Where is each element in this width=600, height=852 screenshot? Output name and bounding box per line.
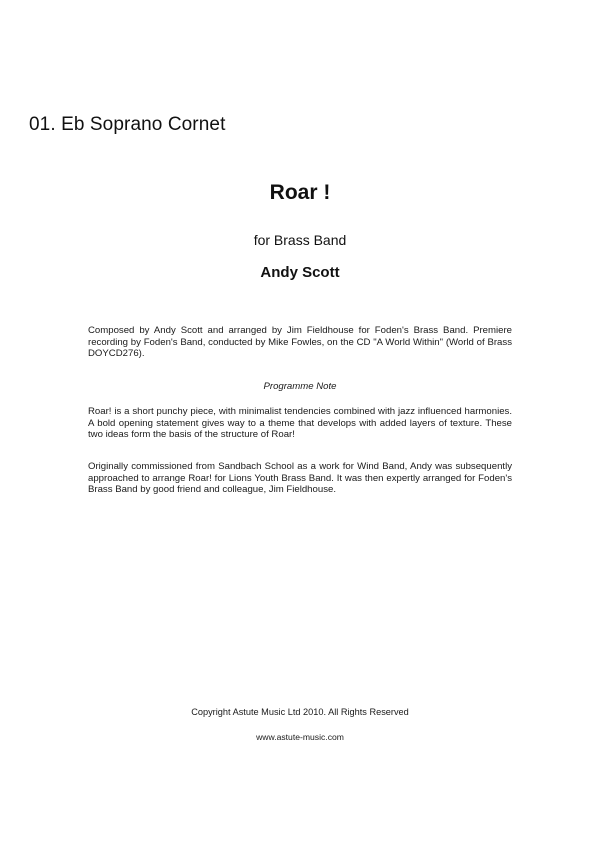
programme-note-paragraph-1: Roar! is a short punchy piece, with minimalist tendencies combined with jazz influenced harmonies. A bold opening statement gives way to a theme that develops with added layers of texture. These two ideas form the basis of the structure of Roar! — [88, 406, 512, 441]
programme-note-paragraph-2: Originally commissioned from Sandbach School as a work for Wind Band, Andy was subsequently approached to arrange Roar! for Lions Youth Brass Band. It was then expertly arranged for Foden's Brass Band by good friend and colleague, Jim Fieldhouse. — [88, 461, 512, 496]
instrumentation-subtitle: for Brass Band — [253, 232, 347, 248]
part-label: 01. Eb Soprano Cornet — [29, 114, 226, 135]
credits-paragraph: Composed by Andy Scott and arranged by Jim Fieldhouse for Foden's Brass Band. Premiere recording by Foden's Band, conducted by Mike Fowles, on the CD "A World Within" (World of Brass DOYCD276). — [88, 325, 512, 360]
website-link[interactable]: www.astute-music.com — [256, 732, 344, 742]
piece-title: Roar ! — [269, 181, 331, 204]
composer-name: Andy Scott — [260, 264, 340, 281]
copyright-notice: Copyright Astute Music Ltd 2010. All Rights Reserved — [191, 707, 409, 717]
programme-note-heading: Programme Note — [263, 381, 337, 392]
